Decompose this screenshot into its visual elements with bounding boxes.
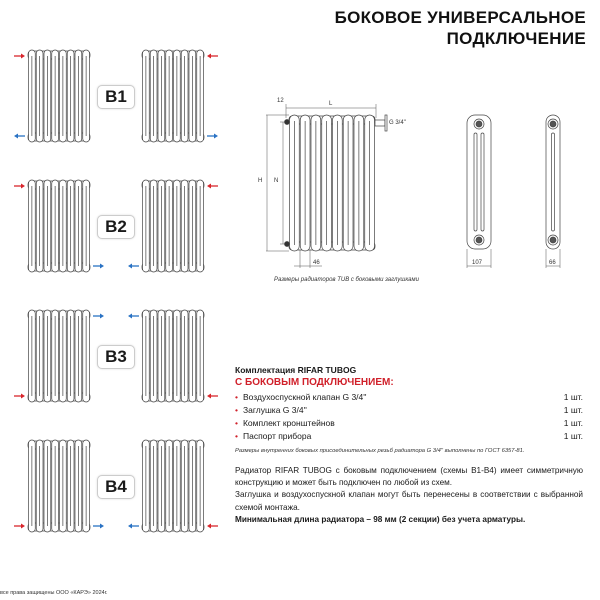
supply-arrow-icon — [207, 394, 218, 399]
kit-item-qty: 1 шт. — [563, 392, 583, 402]
dim-H: H — [258, 178, 263, 184]
radiator-B1-left — [28, 50, 90, 142]
dim-N: N — [274, 178, 279, 184]
dim-107: 107 — [472, 260, 483, 266]
radiator-B2-left — [28, 180, 90, 272]
bullet-icon: • — [235, 392, 238, 402]
kit-heading: Комплектация RIFAR TUBOG — [235, 365, 357, 375]
radiator-B1-right — [142, 50, 204, 142]
drawing-caption: Размеры радиаторов TUB с боковыми заглушками — [274, 277, 419, 283]
radiator-front-view — [289, 115, 375, 251]
supply-arrow-icon — [14, 394, 25, 399]
kit-item — [235, 431, 583, 440]
thread-label: G 3/4'' — [389, 120, 406, 126]
kit-item — [235, 405, 583, 414]
scheme-label-b1: B1 — [97, 85, 135, 109]
kit-item-name: Паспорт прибора — [242, 431, 312, 441]
kit-item — [235, 392, 583, 401]
kit-note: Размеры внутренних боковых присоединительных резьб радиатора G 3/4'' выполнены по ГОСТ 6357-81. — [235, 448, 525, 454]
supply-arrow-icon — [14, 524, 25, 529]
page-title: БОКОВОЕ УНИВЕРСАЛЬНОЕ ПОДКЛЮЧЕНИЕ — [334, 8, 586, 48]
supply-arrow-icon — [14, 54, 25, 59]
return-arrow-icon — [93, 314, 104, 319]
scheme-label-b2: B2 — [97, 215, 135, 239]
return-arrow-icon — [128, 524, 139, 529]
supply-arrow-icon — [207, 54, 218, 59]
kit-item-qty: 1 шт. — [563, 405, 583, 415]
supply-arrow-icon — [14, 184, 25, 189]
supply-arrow-icon — [207, 524, 218, 529]
kit-item-name: Воздухоспускной клапан G 3/4'' — [242, 392, 367, 402]
side-view-107 — [467, 115, 491, 268]
side-view-66 — [546, 115, 560, 268]
return-arrow-icon — [128, 314, 139, 319]
kit-item — [235, 418, 583, 427]
kit-item-qty: 1 шт. — [563, 418, 583, 428]
radiator-B4-right — [142, 440, 204, 532]
kit-item-name: Заглушка G 3/4'' — [242, 405, 307, 415]
dim-66: 66 — [549, 260, 556, 266]
return-arrow-icon — [93, 264, 104, 269]
return-arrow-icon — [14, 134, 25, 139]
description: Радиатор RIFAR TUBOG с боковым подключением (схемы B1-B4) имеет симметричную конструкцию и может быть подключен по любой из схем. Заглушка и воздухоспускной клапан могут быть перенесены в соответствии с выбранной схемой монтажа. Минимальная длина радиатора – 98 мм (2 секции) без учета арматуры. — [235, 466, 583, 524]
kit-item-name: Комплект кронштейнов — [242, 418, 335, 428]
radiator-B4-left — [28, 440, 90, 532]
kit-subheading: С БОКОВЫМ ПОДКЛЮЧЕНИЕМ: — [235, 377, 394, 388]
scheme-label-b4: B4 — [97, 475, 135, 499]
bullet-icon: • — [235, 431, 238, 441]
bullet-icon: • — [235, 418, 238, 428]
bullet-icon: • — [235, 405, 238, 415]
return-arrow-icon — [93, 524, 104, 529]
return-arrow-icon — [128, 264, 139, 269]
return-arrow-icon — [207, 134, 218, 139]
scheme-label-b3: B3 — [97, 345, 135, 369]
radiator-B2-right — [142, 180, 204, 272]
radiator-B3-right — [142, 310, 204, 402]
radiator-B3-left — [28, 310, 90, 402]
dim-46: 46 — [313, 260, 320, 266]
kit-item-qty: 1 шт. — [563, 431, 583, 441]
dim-L: L — [329, 101, 333, 107]
supply-arrow-icon — [207, 184, 218, 189]
copyright: все права защищены ООО «КАРЭ» 2024г. — [0, 590, 108, 596]
kit-section — [235, 365, 583, 454]
dim-12: 12 — [277, 98, 284, 104]
